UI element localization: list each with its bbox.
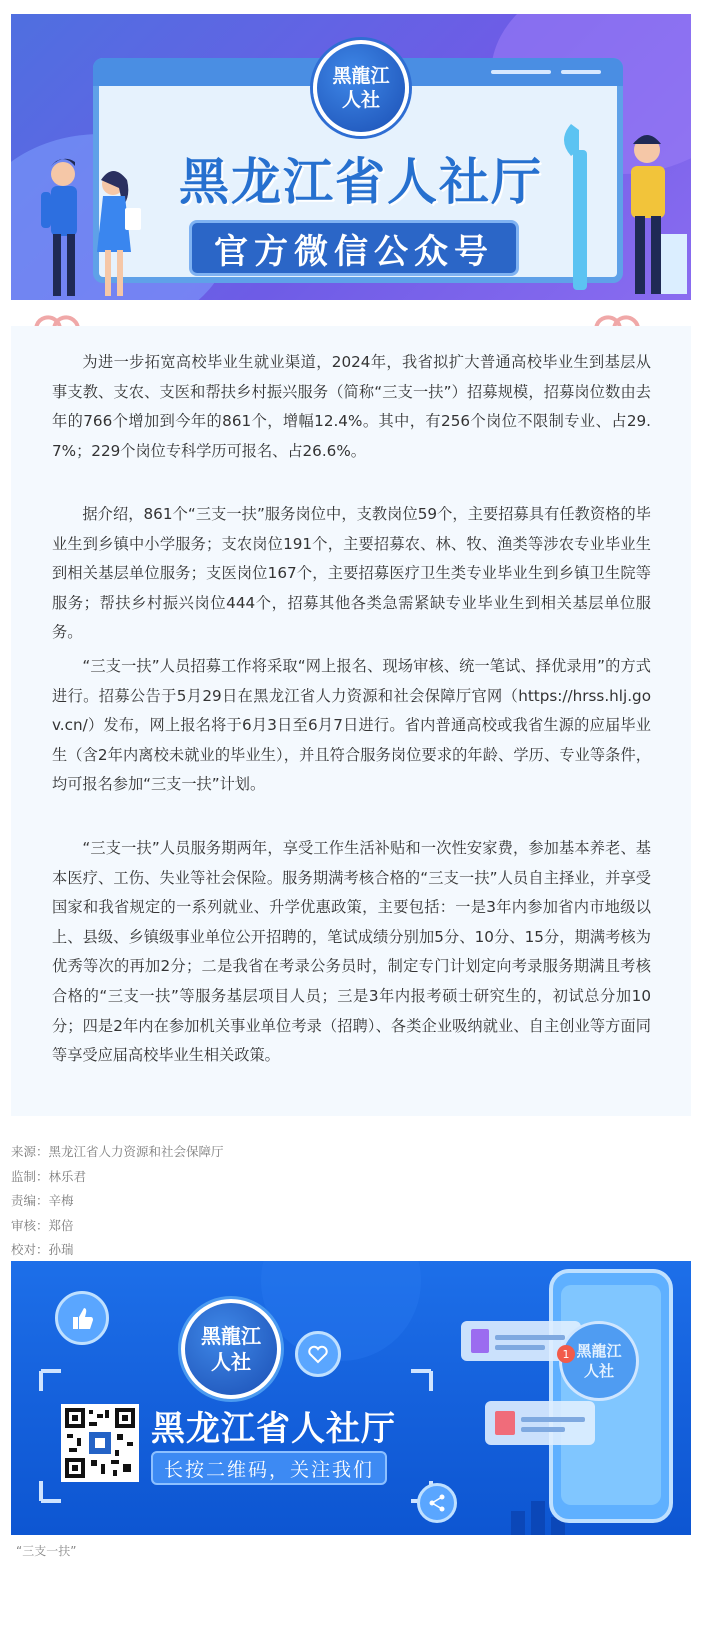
heart-icon: [295, 1331, 341, 1377]
worker-illustration: [551, 114, 691, 300]
follow-banner: [11, 1261, 691, 1535]
hlj-hrss-logo: [181, 1299, 281, 1399]
share-icon: [417, 1483, 457, 1523]
banner-decoration: [491, 70, 551, 74]
logo-text: 黑龍江: [332, 65, 390, 87]
logo-text: 黑龍江: [576, 1342, 622, 1360]
logo-text: 人社: [211, 1350, 251, 1374]
people-illustration: [33, 144, 153, 300]
article-credits: [11, 1140, 224, 1263]
logo-text: 人社: [341, 89, 380, 111]
credit-supervisor: 监制：林乐君: [11, 1168, 87, 1184]
notification-badge: 1: [557, 1345, 575, 1363]
banner-title: 黑龙江省人社厅: [179, 153, 543, 211]
article-paragraph: “三支一扶”人员服务期两年，享受工作生活补贴和一次性安家费，参加基本养老、基本医疗、工伤、失业等社会保险。服务期满考核合格的“三支一扶”人员自主择业，并享受国家和我省规定的一系列就业、升学优惠政策，主要包括：一是3年内参加省内市地级以上、县级、乡镇级事业单位公开招聘的，笔试成绩分别加5分、10分、15分，期满考核为优秀等次的再加2分；二是我省在考录公务员时，制定专门计划定向考录服务期满且考核合格的“三支一扶”等服务基层项目人员；三是3年内报考硕士研究生的，初试总分加10分；四是2年内在参加机关事业单位考录（招聘）、各类企业吸纳就业、自主创业等方面同等享受应届高校毕业生相关政策。: [52, 839, 651, 1065]
follow-prompt: 长按二维码，关注我们: [151, 1451, 387, 1485]
banner-subtitle: 官方微信公众号: [189, 220, 519, 276]
article-body: [11, 326, 691, 1116]
credit-proofreader: 校对：孙瑞: [11, 1242, 74, 1257]
hlj-hrss-logo: [313, 40, 409, 136]
thumbs-up-icon: [55, 1291, 109, 1345]
credit-editor: 责编：辛梅: [11, 1193, 74, 1208]
header-banner: [11, 14, 691, 300]
credit-source: 来源：黑龙江省人力资源和社会保障厅: [11, 1144, 224, 1159]
banner-title: 黑龙江省人社厅: [151, 1409, 396, 1449]
credit-reviewer: 审核：郑倍: [11, 1217, 74, 1233]
qr-code[interactable]: [61, 1404, 139, 1482]
article-paragraph: 为进一步拓宽高校毕业生就业渠道，2024年，我省拟扩大普通高校毕业生到基层从事支教、支农、支医和帮扶乡村振兴服务（简称“三支一扶”）招募规模，招募岗位数由去年的766个增加到今年的861个，增幅12.4%。其中，有256个岗位不限制专业、占29.7%；229个岗位专科学历可报名、占26.6%。: [52, 353, 651, 460]
logo-text: 人社: [583, 1362, 614, 1380]
banner-decoration: [561, 70, 601, 74]
article-paragraph: “三支一扶”人员招募工作将采取“网上报名、现场审核、统一笔试、择优录用”的方式进行。招募公告于5月29日在黑龙江省人力资源和社会保障厅官网（https://hrss.hlj.gov.cn/）发布，网上报名将于6月3日至6月7日进行。省内普通高校或我省生源的应届毕业生（含2年内离校未就业的毕业生），并且符合服务岗位要求的年龄、学历、专业等条件，均可报名参加“三支一扶”计划。: [52, 657, 651, 794]
qr-code-icon: [65, 1408, 135, 1478]
phone-illustration: [461, 1261, 691, 1535]
logo-text: 黑龍江: [201, 1324, 261, 1348]
footer-text: “三支一扶”: [16, 1544, 77, 1558]
article-paragraph: 据介绍，861个“三支一扶”服务岗位中，支教岗位59个，主要招募具有任教资格的毕业生到乡镇中小学服务；支农岗位191个，主要招募农、林、牧、渔类等涉农专业毕业生到相关基层单位服务；支医岗位167个，主要招募医疗卫生类专业毕业生到乡镇卫生院等服务；帮扶乡村振兴岗位444个，招募其他各类急需紧缺专业毕业生到相关基层单位服务。: [52, 505, 651, 642]
